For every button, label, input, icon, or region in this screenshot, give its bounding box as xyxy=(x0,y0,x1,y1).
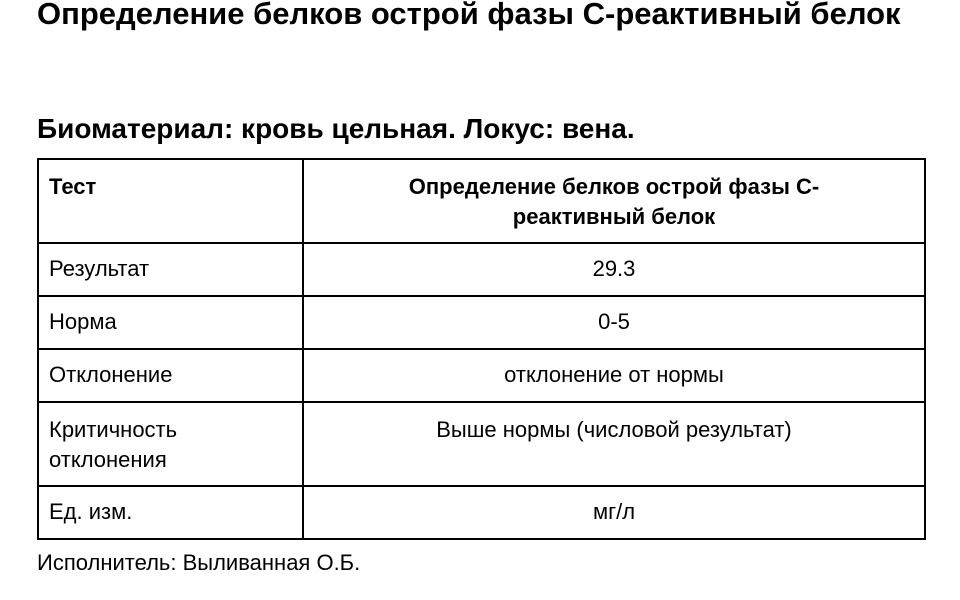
row-label: Ед. изм. xyxy=(38,486,303,539)
row-value: Выше нормы (числовой результат) xyxy=(303,402,925,486)
row-value: 29.3 xyxy=(303,243,925,296)
row-label: Результат xyxy=(38,243,303,296)
header-value-cell: Определение белков острой фазы С-реактивный белок xyxy=(303,159,925,243)
row-label: Норма xyxy=(38,296,303,349)
table-row-result xyxy=(38,243,925,296)
row-label: Отклонение xyxy=(38,349,303,402)
row-value: 0-5 xyxy=(303,296,925,349)
row-label: Критичность отклонения xyxy=(38,402,303,486)
row-value: мг/л xyxy=(303,486,925,539)
table-row-norm xyxy=(38,296,925,349)
table-row-unit xyxy=(38,486,925,539)
header-label-cell: Тест xyxy=(38,159,303,243)
page-title: Определение белков острой фазы С-реактивный белок xyxy=(37,0,901,31)
table-header-row xyxy=(38,159,925,243)
row-value: отклонение от нормы xyxy=(303,349,925,402)
table-row-deviation xyxy=(38,349,925,402)
performer-text: Исполнитель: Выливанная О.Б. xyxy=(37,550,361,575)
table-row-criticality xyxy=(38,402,925,486)
test-result-table xyxy=(37,158,926,540)
biomaterial-subtitle: Биоматериал: кровь цельная. Локус: вена. xyxy=(37,113,635,144)
